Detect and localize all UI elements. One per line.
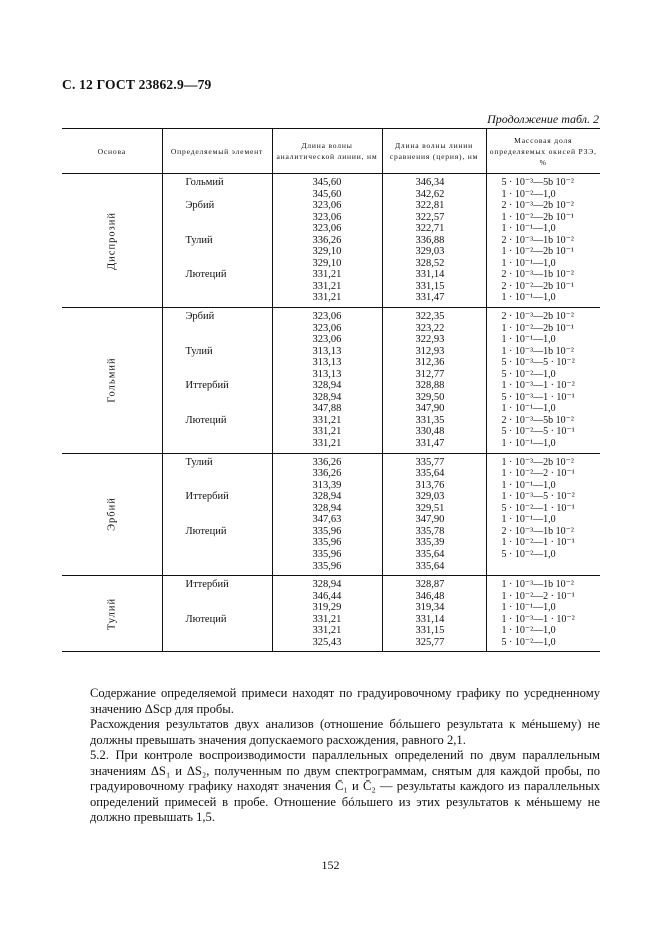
mass-fraction-value: 5 · 10⁻³—5 · 10⁻² [501, 357, 575, 369]
element-line: Иттербий [185, 579, 229, 591]
element-cell [162, 453, 272, 575]
element-cell [162, 174, 272, 308]
element-line [163, 537, 272, 549]
table-group-row [62, 174, 600, 308]
comparison-wavelength-value: 346,48 [415, 590, 445, 602]
mass-fraction-value: 1 · 10⁻³—1b 10⁻² [501, 579, 574, 591]
comparison-wavelength-value: 329,03 [415, 246, 445, 258]
comparison-wavelength-cell [382, 174, 486, 308]
analytic-wavelength-value: 331,21 [312, 292, 342, 304]
analytic-wavelength-value: 313,13 [312, 345, 342, 357]
mass-fraction-value: 2 · 10⁻³—1b 10⁻² [501, 525, 574, 537]
mass-fraction-value: 1 · 10⁻¹—1,0 [501, 438, 556, 450]
comparison-wavelength-value: 330,48 [415, 426, 445, 438]
analytic-wavelength-cell [272, 576, 382, 652]
mass-fraction-value: 2 · 10⁻²—2b 10⁻¹ [501, 280, 574, 292]
analytic-wavelength-value: 331,21 [312, 426, 342, 438]
analytic-wavelength-value: 336,26 [312, 456, 342, 468]
comparison-wavelength-value: 322,57 [415, 211, 445, 223]
comparison-wavelength-value: 335,78 [415, 525, 445, 537]
element-line [163, 602, 272, 614]
element-line [163, 503, 272, 515]
analytic-wavelength-value: 335,96 [312, 560, 342, 572]
analytic-wavelength-value: 323,06 [312, 211, 342, 223]
mass-fraction-value [487, 561, 601, 573]
analytic-wavelength-value: 331,21 [312, 414, 342, 426]
mass-fraction-value: 2 · 10⁻³—1b 10⁻² [501, 269, 574, 281]
mass-fraction-value: 1 · 10⁻¹—1,0 [501, 514, 556, 526]
column-header-analytic-wavelength: Длина волны аналитической линии, нм [272, 129, 382, 174]
element-line [163, 392, 272, 404]
analytic-wavelength-cell [272, 174, 382, 308]
comparison-wavelength-value: 312,36 [415, 357, 445, 369]
page-header: С. 12 ГОСТ 23862.9—79 [62, 77, 212, 92]
spectral-lines-table [62, 128, 600, 652]
element-line [163, 223, 272, 235]
comparison-wavelength-value: 328,87 [415, 579, 445, 591]
comparison-wavelength-value: 331,35 [415, 414, 445, 426]
paragraph-average-value: Содержание определяемой примеси находят по градуировочному графику по усредненному значению ΔSср для пробы. [90, 686, 600, 716]
mass-fraction-value: 1 · 10⁻¹—1,0 [501, 403, 556, 415]
mass-fraction-value: 5 · 10⁻²—1,0 [501, 368, 556, 380]
mass-fraction-value: 1 · 10⁻³—1 · 10⁻² [501, 613, 575, 625]
analytic-wavelength-value: 319,29 [312, 602, 342, 614]
element-line: Тулий [185, 234, 213, 246]
paragraph-reproducibility: 5.2. При контроле воспроизводимости параллельных определений по двум параллельным значениям ΔS₁ и ΔS₂, полученным по двум спектрограммам, снятым для каждой пробы, по градуировочному графику находят значения C̄₁ и C̄₂ — результаты каждого из параллельных определений примесей в пробе. Отношение бóльшего из этих результатов к мéньшему не должно превышать 1,5. [90, 748, 600, 824]
mass-fraction-cell [486, 453, 600, 575]
comparison-wavelength-value: 329,50 [415, 391, 445, 403]
comparison-wavelength-value: 325,77 [415, 636, 445, 648]
element-line [163, 514, 272, 526]
analytic-wavelength-value: 346,44 [312, 590, 342, 602]
mass-fraction-value: 1 · 10⁻¹—1,0 [501, 292, 556, 304]
comparison-wavelength-cell [382, 576, 486, 652]
analytic-wavelength-value: 331,21 [312, 625, 342, 637]
analytic-wavelength-value: 335,96 [312, 548, 342, 560]
analytic-wavelength-value: 323,06 [312, 334, 342, 346]
base-cell [62, 576, 162, 652]
element-cell [162, 308, 272, 454]
base-label: Диспрозий [106, 211, 118, 270]
analytic-wavelength-value: 331,21 [312, 269, 342, 281]
element-line [163, 323, 272, 335]
analytic-wavelength-value: 323,06 [312, 322, 342, 334]
base-label: Эрбий [106, 497, 118, 532]
mass-fraction-value: 5 · 10⁻²—1,0 [501, 548, 556, 560]
analytic-wavelength-value: 347,88 [312, 403, 342, 415]
mass-fraction-value: 5 · 10⁻²—1,0 [501, 636, 556, 648]
analytic-wavelength-value: 328,94 [312, 579, 342, 591]
element-line: Иттербий [185, 380, 229, 392]
element-line [163, 625, 272, 637]
mass-fraction-value: 1 · 10⁻²—1,0 [501, 625, 556, 637]
mass-fraction-value: 1 · 10⁻²—2 · 10⁻¹ [501, 468, 575, 480]
mass-fraction-value: 1 · 10⁻¹—1,0 [501, 334, 556, 346]
analytic-wavelength-value: 325,43 [312, 636, 342, 648]
comparison-wavelength-value: 322,93 [415, 334, 445, 346]
element-cell [162, 576, 272, 652]
comparison-wavelength-value: 328,52 [415, 257, 445, 269]
mass-fraction-value: 1 · 10⁻²—2b 10⁻¹ [501, 211, 574, 223]
element-line: Лютеций [185, 269, 227, 281]
mass-fraction-value: 1 · 10⁻²—1,0 [501, 188, 556, 200]
comparison-wavelength-value: 331,47 [415, 438, 445, 450]
analytic-wavelength-value: 335,96 [312, 537, 342, 549]
analytic-wavelength-value: 336,26 [312, 468, 342, 480]
mass-fraction-value: 1 · 10⁻²—1 · 10⁻¹ [501, 537, 575, 549]
element-line [163, 403, 272, 415]
element-line: Эрбий [185, 200, 215, 212]
element-line: Тулий [185, 345, 213, 357]
comparison-wavelength-value: 335,39 [415, 537, 445, 549]
comparison-wavelength-value: 329,51 [415, 502, 445, 514]
mass-fraction-value: 1 · 10⁻³—5 · 10⁻² [501, 491, 575, 503]
mass-fraction-value: 1 · 10⁻³—2b 10⁻² [501, 456, 574, 468]
comparison-wavelength-value: 335,64 [415, 468, 445, 480]
analytic-wavelength-value: 313,39 [312, 479, 342, 491]
mass-fraction-value: 1 · 10⁻²—2b 10⁻¹ [501, 246, 574, 258]
table-continuation-label: Продолжение табл. 2 [487, 112, 599, 126]
table-group-row [62, 576, 600, 652]
element-line [163, 212, 272, 224]
analytic-wavelength-value: 328,94 [312, 391, 342, 403]
comparison-wavelength-value: 312,93 [415, 345, 445, 357]
mass-fraction-value: 1 · 10⁻²—2b 10⁻¹ [501, 322, 574, 334]
column-header-comparison-wavelength: Длина волны линии сравнения (церия), нм [382, 129, 486, 174]
element-line [163, 292, 272, 304]
element-line [163, 357, 272, 369]
comparison-wavelength-value: 322,71 [415, 223, 445, 235]
analytic-wavelength-value: 331,21 [312, 280, 342, 292]
element-line: Иттербий [185, 491, 229, 503]
analytic-wavelength-value: 331,21 [312, 613, 342, 625]
element-line [163, 426, 272, 438]
mass-fraction-value: 1 · 10⁻¹—1,0 [501, 223, 556, 235]
mass-fraction-value: 5 · 10⁻³—5b 10⁻² [501, 177, 574, 188]
comparison-wavelength-value: 331,14 [415, 269, 445, 281]
element-line: Эрбий [185, 311, 215, 323]
mass-fraction-cell [486, 308, 600, 454]
mass-fraction-value: 2 · 10⁻³—5b 10⁻² [501, 414, 574, 426]
element-line: Гольмий [185, 177, 224, 188]
comparison-wavelength-value: 342,62 [415, 188, 445, 200]
analytic-wavelength-value: 313,13 [312, 368, 342, 380]
table-group-row [62, 308, 600, 454]
element-line [163, 369, 272, 381]
mass-fraction-value: 2 · 10⁻³—1b 10⁻² [501, 234, 574, 246]
mass-fraction-value: 2 · 10⁻³—2b 10⁻² [501, 311, 574, 323]
analytic-wavelength-value: 323,06 [312, 223, 342, 235]
comparison-wavelength-value: 335,77 [415, 456, 445, 468]
analytic-wavelength-value: 345,60 [312, 188, 342, 200]
page-number: 152 [321, 858, 340, 872]
element-line [163, 637, 272, 649]
comparison-wavelength-value: 335,64 [415, 548, 445, 560]
analytic-wavelength-value: 323,06 [312, 200, 342, 212]
comparison-wavelength-value: 312,77 [415, 368, 445, 380]
comparison-wavelength-value: 347,90 [415, 514, 445, 526]
element-line: Лютеций [185, 414, 227, 426]
element-line [163, 281, 272, 293]
base-cell [62, 308, 162, 454]
mass-fraction-value: 1 · 10⁻³—1b 10⁻² [501, 345, 574, 357]
comparison-wavelength-value: 346,34 [415, 177, 445, 188]
analytic-wavelength-value: 329,10 [312, 246, 342, 258]
column-header-element: Определяемый элемент [162, 129, 272, 174]
comparison-wavelength-value: 347,90 [415, 403, 445, 415]
comparison-wavelength-value: 319,34 [415, 602, 445, 614]
mass-fraction-value: 1 · 10⁻²—2 · 10⁻¹ [501, 590, 575, 602]
mass-fraction-value: 1 · 10⁻¹—1,0 [501, 257, 556, 269]
comparison-wavelength-value: 331,15 [415, 625, 445, 637]
table-group-row [62, 453, 600, 575]
element-line [163, 438, 272, 450]
element-line [163, 189, 272, 201]
mass-fraction-value: 1 · 10⁻¹—1,0 [501, 479, 556, 491]
mass-fraction-value: 5 · 10⁻³—1 · 10⁻¹ [501, 391, 575, 403]
comparison-wavelength-value: 336,88 [415, 234, 445, 246]
analytic-wavelength-value: 328,94 [312, 380, 342, 392]
analytic-wavelength-value: 329,10 [312, 257, 342, 269]
comparison-wavelength-value: 323,22 [415, 322, 445, 334]
base-label: Тулий [106, 597, 118, 630]
mass-fraction-value: 1 · 10⁻¹—1,0 [501, 602, 556, 614]
analytic-wavelength-value: 347,63 [312, 514, 342, 526]
element-line [163, 561, 272, 573]
mass-fraction-value: 2 · 10⁻³—2b 10⁻² [501, 200, 574, 212]
mass-fraction-value: 5 · 10⁻²—5 · 10⁻¹ [501, 426, 575, 438]
comparison-wavelength-cell [382, 308, 486, 454]
element-line: Лютеций [185, 525, 227, 537]
mass-fraction-value: 5 · 10⁻²—1 · 10⁻¹ [501, 502, 575, 514]
analytic-wavelength-value: 323,06 [312, 311, 342, 323]
comparison-wavelength-value: 322,81 [415, 200, 445, 212]
element-line [163, 246, 272, 258]
mass-fraction-cell [486, 576, 600, 652]
paragraph-discrepancy: Расхождения результатов двух анализов (отношение бóльшего результата к мéньшему) не должны превышать значения допускаемого расхождения, равного 2,1. [90, 717, 600, 747]
analytic-wavelength-value: 331,21 [312, 438, 342, 450]
element-line [163, 480, 272, 492]
base-cell [62, 174, 162, 308]
element-line: Лютеций [185, 613, 227, 625]
comparison-wavelength-value: 328,88 [415, 380, 445, 392]
element-line [163, 258, 272, 270]
column-header-base: Основа [62, 129, 162, 174]
analytic-wavelength-value: 313,13 [312, 357, 342, 369]
element-line [163, 468, 272, 480]
analytic-wavelength-value: 328,94 [312, 502, 342, 514]
table-header-row [62, 129, 600, 174]
analytic-wavelength-value: 345,60 [312, 177, 342, 188]
analytic-wavelength-value: 335,96 [312, 525, 342, 537]
base-label: Гольмий [106, 357, 118, 403]
comparison-wavelength-value: 313,76 [415, 479, 445, 491]
comparison-wavelength-cell [382, 453, 486, 575]
element-line: Тулий [185, 456, 213, 468]
mass-fraction-value: 1 · 10⁻³—1 · 10⁻² [501, 380, 575, 392]
element-line [163, 549, 272, 561]
comparison-wavelength-value: 335,64 [415, 560, 445, 572]
comparison-wavelength-value: 331,14 [415, 613, 445, 625]
comparison-wavelength-value: 331,47 [415, 292, 445, 304]
column-header-mass-fraction: Массовая доля определяемых окисей РЗЭ, % [486, 129, 600, 174]
comparison-wavelength-value: 329,03 [415, 491, 445, 503]
analytic-wavelength-cell [272, 308, 382, 454]
analytic-wavelength-value: 336,26 [312, 234, 342, 246]
analytic-wavelength-cell [272, 453, 382, 575]
analytic-wavelength-value: 328,94 [312, 491, 342, 503]
comparison-wavelength-value: 331,15 [415, 280, 445, 292]
mass-fraction-cell [486, 174, 600, 308]
comparison-wavelength-value: 322,35 [415, 311, 445, 323]
element-line [163, 591, 272, 603]
base-cell [62, 453, 162, 575]
element-line [163, 334, 272, 346]
